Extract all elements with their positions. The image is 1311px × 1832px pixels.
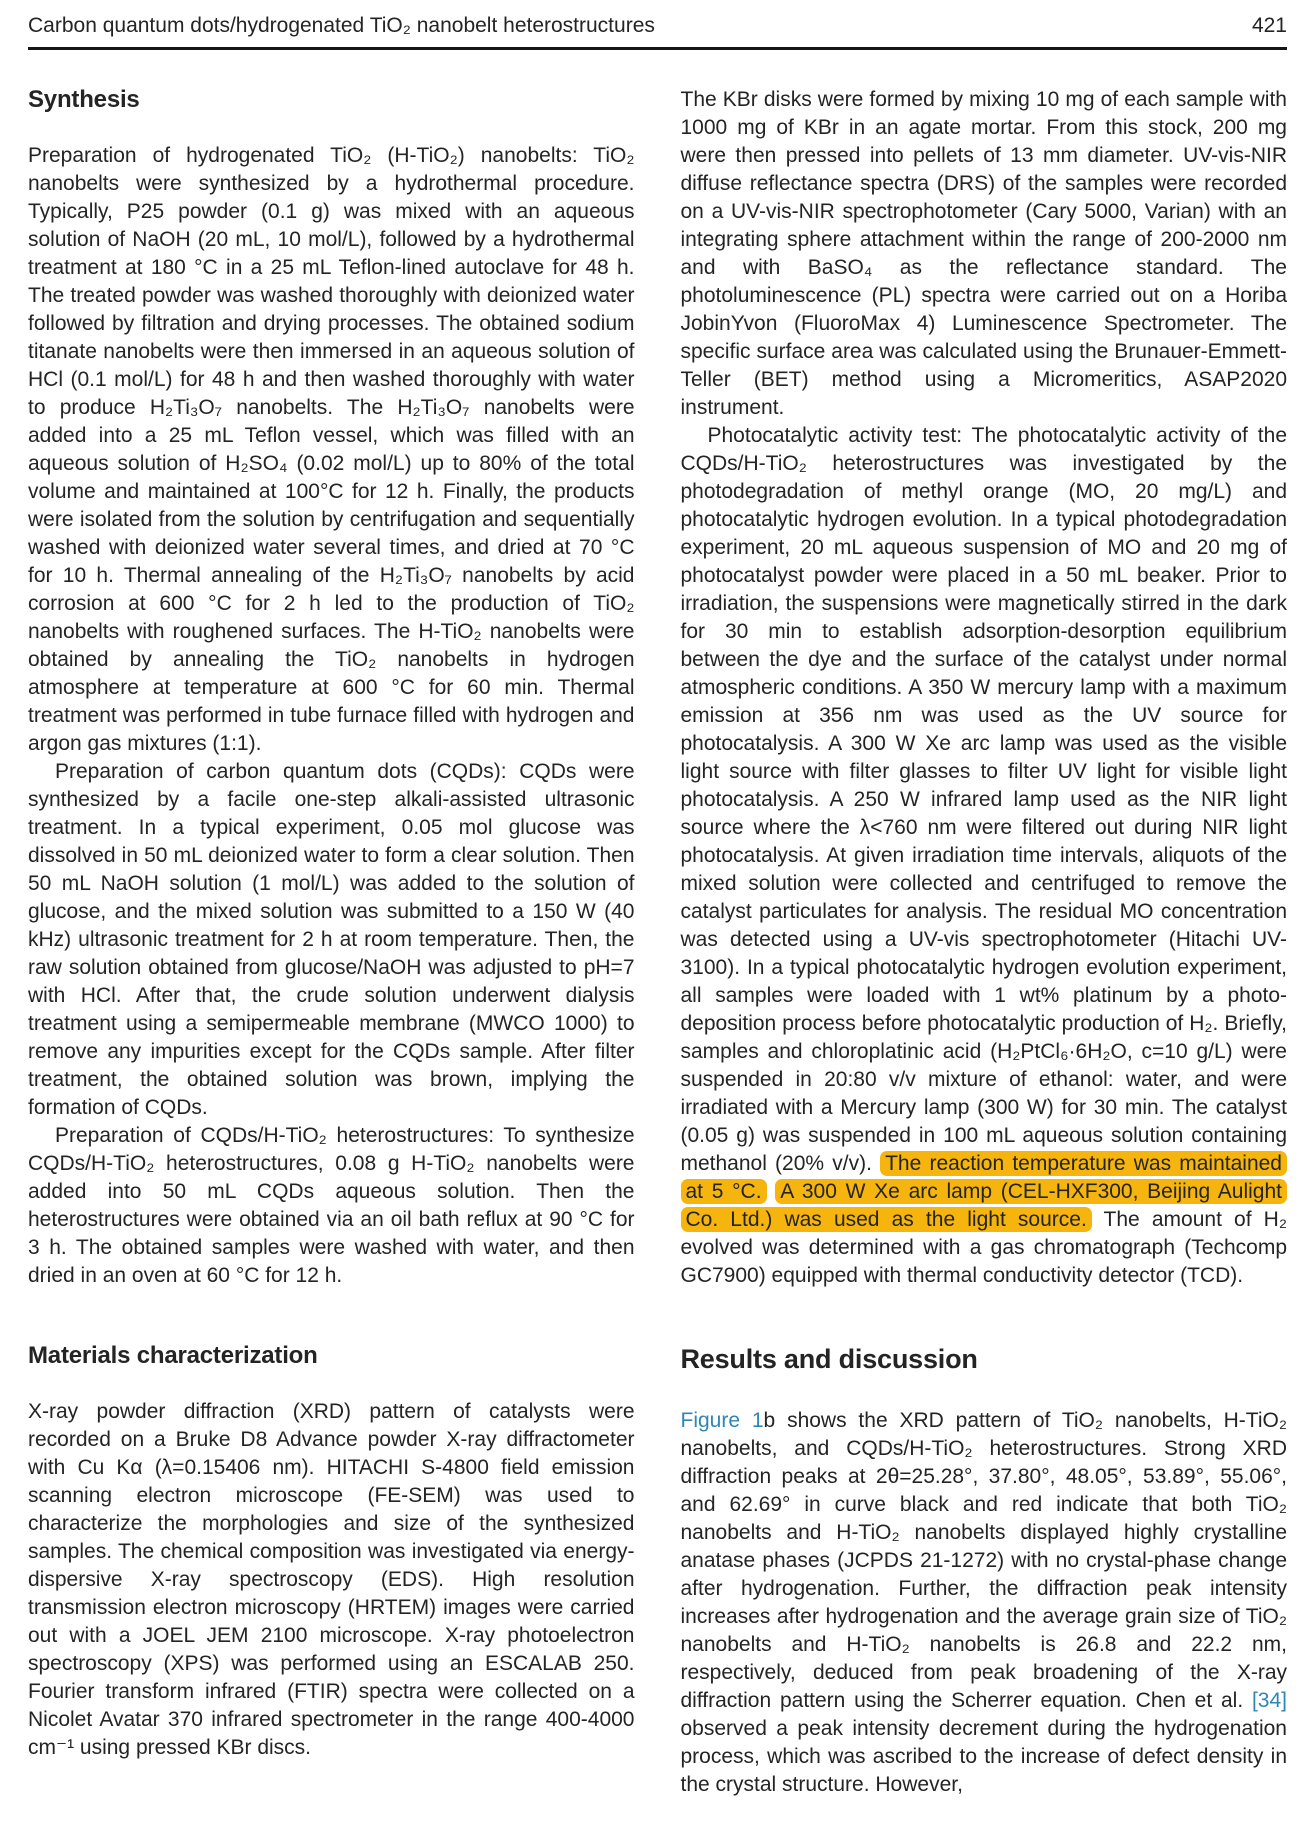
page-header — [28, 14, 1287, 50]
text-segment: b shows the XRD pattern of TiO₂ nanobelts, H-TiO₂ nanobelts, and CQDs/H-TiO₂ heterostructures. Strong XRD diffraction peaks at 2θ=25.28°, 37.80°, 48.05°, 53.89°, 55.06°, and 62.69° in curve black and red indicate that both TiO₂ nanobelts and H-TiO₂ nanobelts displayed highly crystalline anatase phases (JCPDS 21-1272) with no crystal-phase change after hydrogenation. Further, the diffraction peak intensity increases after hydrogenation and the average grain size of TiO₂ nanobelts and H-TiO₂ nanobelts is 26.8 and 22.2 nm, respectively, deduced from peak broadening of the X-ray diffraction pattern using the Scherrer equation. Chen et al. — [680, 1409, 1287, 1712]
left-column — [28, 86, 635, 1799]
paragraph — [681, 422, 1288, 1290]
citation-link[interactable]: Figure 1 — [680, 1409, 764, 1432]
text-segment: The KBr disks were formed by mixing 10 mg of each sample with 1000 mg of KBr in an agate mortar. From this stock, 200 mg were then pressed into pellets of 13 mm diameter. UV-vis-NIR diffuse reflectance spectra (DRS) of the samples were recorded on a UV-vis-NIR spectrophotometer (Cary 5000, Varian) with an integrating sphere attachment within the range of 200-2000 nm and with BaSO₄ as the reflectance standard. The photoluminescence (PL) spectra were carried out on a Horiba JobinYvon (FluoroMax 4) Luminescence Spectrometer. The specific surface area was calculated using the Brunauer-Emmett-Teller (BET) method using a Micromeritics, ASAP2020 instrument. — [680, 88, 1287, 419]
running-title: Carbon quantum dots/hydrogenated TiO₂ nanobelt heterostructures — [28, 14, 655, 37]
right-column — [681, 86, 1288, 1799]
section-heading-results-and-discussion: Results and discussion — [680, 1344, 978, 1374]
highlighted-text: The reaction temperature was maintained at 5 °C. — [681, 1151, 1287, 1204]
synthesis-paragraphs — [28, 142, 635, 1290]
section-heading-synthesis: Synthesis — [28, 86, 140, 113]
materials-paragraphs — [28, 1398, 635, 1762]
citation-link[interactable]: [34] — [1251, 1689, 1287, 1712]
text-segment: Preparation of hydrogenated TiO₂ (H-TiO₂) nanobelts: TiO₂ nanobelts were synthesized by a hydrothermal procedure. Typically, P25 powder (0.1 g) was mixed with an aqueous solution of NaOH (20 mL, 10 mol/L), followed by a hydrothermal treatment at 180 °C in a 25 mL Teflon-lined autoclave for 48 h. The treated powder was washed thoroughly with deionized water followed by filtration and drying processes. The obtained sodium titanate nanobelts were then immersed in an aqueous solution of HCl (0.1 mol/L) for 48 h and then washed thoroughly with water to produce H₂Ti₃O₇ nanobelts. The H₂Ti₃O₇ nanobelts were added into a 25 mL Teflon vessel, which was filled with an aqueous solution of H₂SO₄ (0.02 mol/L) up to 80% of the total volume and maintained at 100°C for 12 h. Finally, the products were isolated from the solution by centrifugation and sequentially washed with deionized water several times, and dried at 70 °C for 10 h. Thermal annealing of the H₂Ti₃O₇ nanobelts by acid corrosion at 600 °C for 2 h led to the production of TiO₂ nanobelts with roughened surfaces. The H-TiO₂ nanobelts were obtained by annealing the TiO₂ nanobelts in hydrogen atmosphere at temperature at 600 °C for 60 min. Thermal treatment was performed in tube furnace filled with hydrogen and argon gas mixtures (1:1). — [28, 144, 635, 755]
text-segment: Preparation of CQDs/H-TiO₂ heterostructures: To synthesize CQDs/H-TiO₂ heterostructures, 0.08 g H-TiO₂ nanobelts were added into 50 mL CQDs aqueous solution. Then the heterostructures were obtained via an oil bath reflux at 90 °C for 3 h. The obtained samples were washed with water, and then dried in an oven at 60 °C for 12 h. — [28, 1124, 635, 1287]
text-segment: The amount of H₂ evolved was determined with a gas chromatograph (Techcomp GC7900) equipped with thermal conductivity detector (TCD). — [680, 1208, 1287, 1287]
paragraph — [28, 1122, 635, 1290]
paragraph — [681, 1407, 1288, 1799]
results-paragraphs — [681, 1407, 1288, 1799]
paragraph — [28, 142, 635, 758]
section-heading-materials-characterization: Materials characterization — [28, 1342, 318, 1369]
text-segment: Photocatalytic activity test: The photocatalytic activity of the CQDs/H-TiO₂ heterostructures was investigated by the photodegradation of methyl orange (MO, 20 mg/L) and photocatalytic hydrogen evolution. In a typical photodegradation experiment, 20 mL aqueous suspension of MO and 20 mg of photocatalyst powder were placed in a 50 mL beaker. Prior to irradiation, the suspensions were magnetically stirred in the dark for 30 min to establish adsorption-desorption equilibrium between the dye and the surface of the catalyst under normal atmospheric conditions. A 350 W mercury lamp with a maximum emission at 356 nm was used as the UV source for photocatalysis. A 300 W Xe arc lamp was used as the visible light source with filter glasses to filter UV light for visible light photocatalysis. A 250 W infrared lamp used as the NIR light source where the λ<760 nm were filtered out during NIR light photocatalysis. At given irradiation time intervals, aliquots of the mixed solution were collected and centrifuged to remove the catalyst particulates for analysis. The residual MO concentration was detected using a UV-vis spectrophotometer (Hitachi UV-3100). In a typical photocatalytic hydrogen evolution experiment, all samples were loaded with 1 wt% platinum by a photo-deposition process before photocatalytic production of H₂. Briefly, samples and chloroplatinic acid (H₂PtCl₆·6H₂O, c=10 g/L) were suspended in 20:80 v/v mixture of ethanol: water, and were irradiated with a Mercury lamp (300 W) for 30 min. The catalyst (0.05 g) was suspended in 100 mL aqueous solution containing methanol (20% v/v). — [680, 424, 1287, 1175]
highlighted-text: A 300 W Xe arc lamp (CEL-HXF300, Beijing Aulight Co. Ltd.) was used as the light source. — [681, 1179, 1288, 1232]
text-segment — [767, 1180, 776, 1203]
methods-paragraphs — [681, 86, 1288, 1290]
text-segment: observed a peak intensity decrement during the hydrogenation process, which was ascribed to the increase of defect density in the crystal structure. However, — [680, 1717, 1287, 1796]
text-segment: X-ray powder diffraction (XRD) pattern of catalysts were recorded on a Bruke D8 Advance powder X-ray diffractometer with Cu Kα (λ=0.15406 nm). HITACHI S-4800 field emission scanning electron microscope (FE-SEM) was used to characterize the morphologies and size of the synthesized samples. The chemical composition was investigated via energy-dispersive X-ray spectroscopy (EDS). High resolution transmission electron microscopy (HRTEM) images were carried out with a JOEL JEM 2100 microscope. X-ray photoelectron spectroscopy (XPS) was performed using an ESCALAB 250. Fourier transform infrared (FTIR) spectra were collected on a Nicolet Avatar 370 infrared spectrometer in the range 400-4000 cm⁻¹ using pressed KBr discs. — [28, 1400, 635, 1759]
paragraph — [681, 86, 1288, 422]
page-number: 421 — [1251, 14, 1287, 37]
paragraph — [28, 1398, 635, 1762]
paragraph — [28, 758, 635, 1122]
two-column-layout — [28, 86, 1287, 1799]
text-segment: Preparation of carbon quantum dots (CQDs): CQDs were synthesized by a facile one-step alkali-assisted ultrasonic treatment. In a typical experiment, 0.05 mol glucose was dissolved in 50 mL deionized water to form a clear solution. Then 50 mL NaOH solution (1 mol/L) was added to the solution of glucose, and the mixed solution was submitted to a 150 W (40 kHz) ultrasonic treatment for 2 h at room temperature. Then, the raw solution obtained from glucose/NaOH was adjusted to pH=7 with HCl. After that, the crude solution underwent dialysis treatment using a semipermeable membrane (MWCO 1000) to remove any impurities except for the CQDs sample. After filter treatment, the obtained solution was brown, implying the formation of CQDs. — [28, 760, 635, 1119]
